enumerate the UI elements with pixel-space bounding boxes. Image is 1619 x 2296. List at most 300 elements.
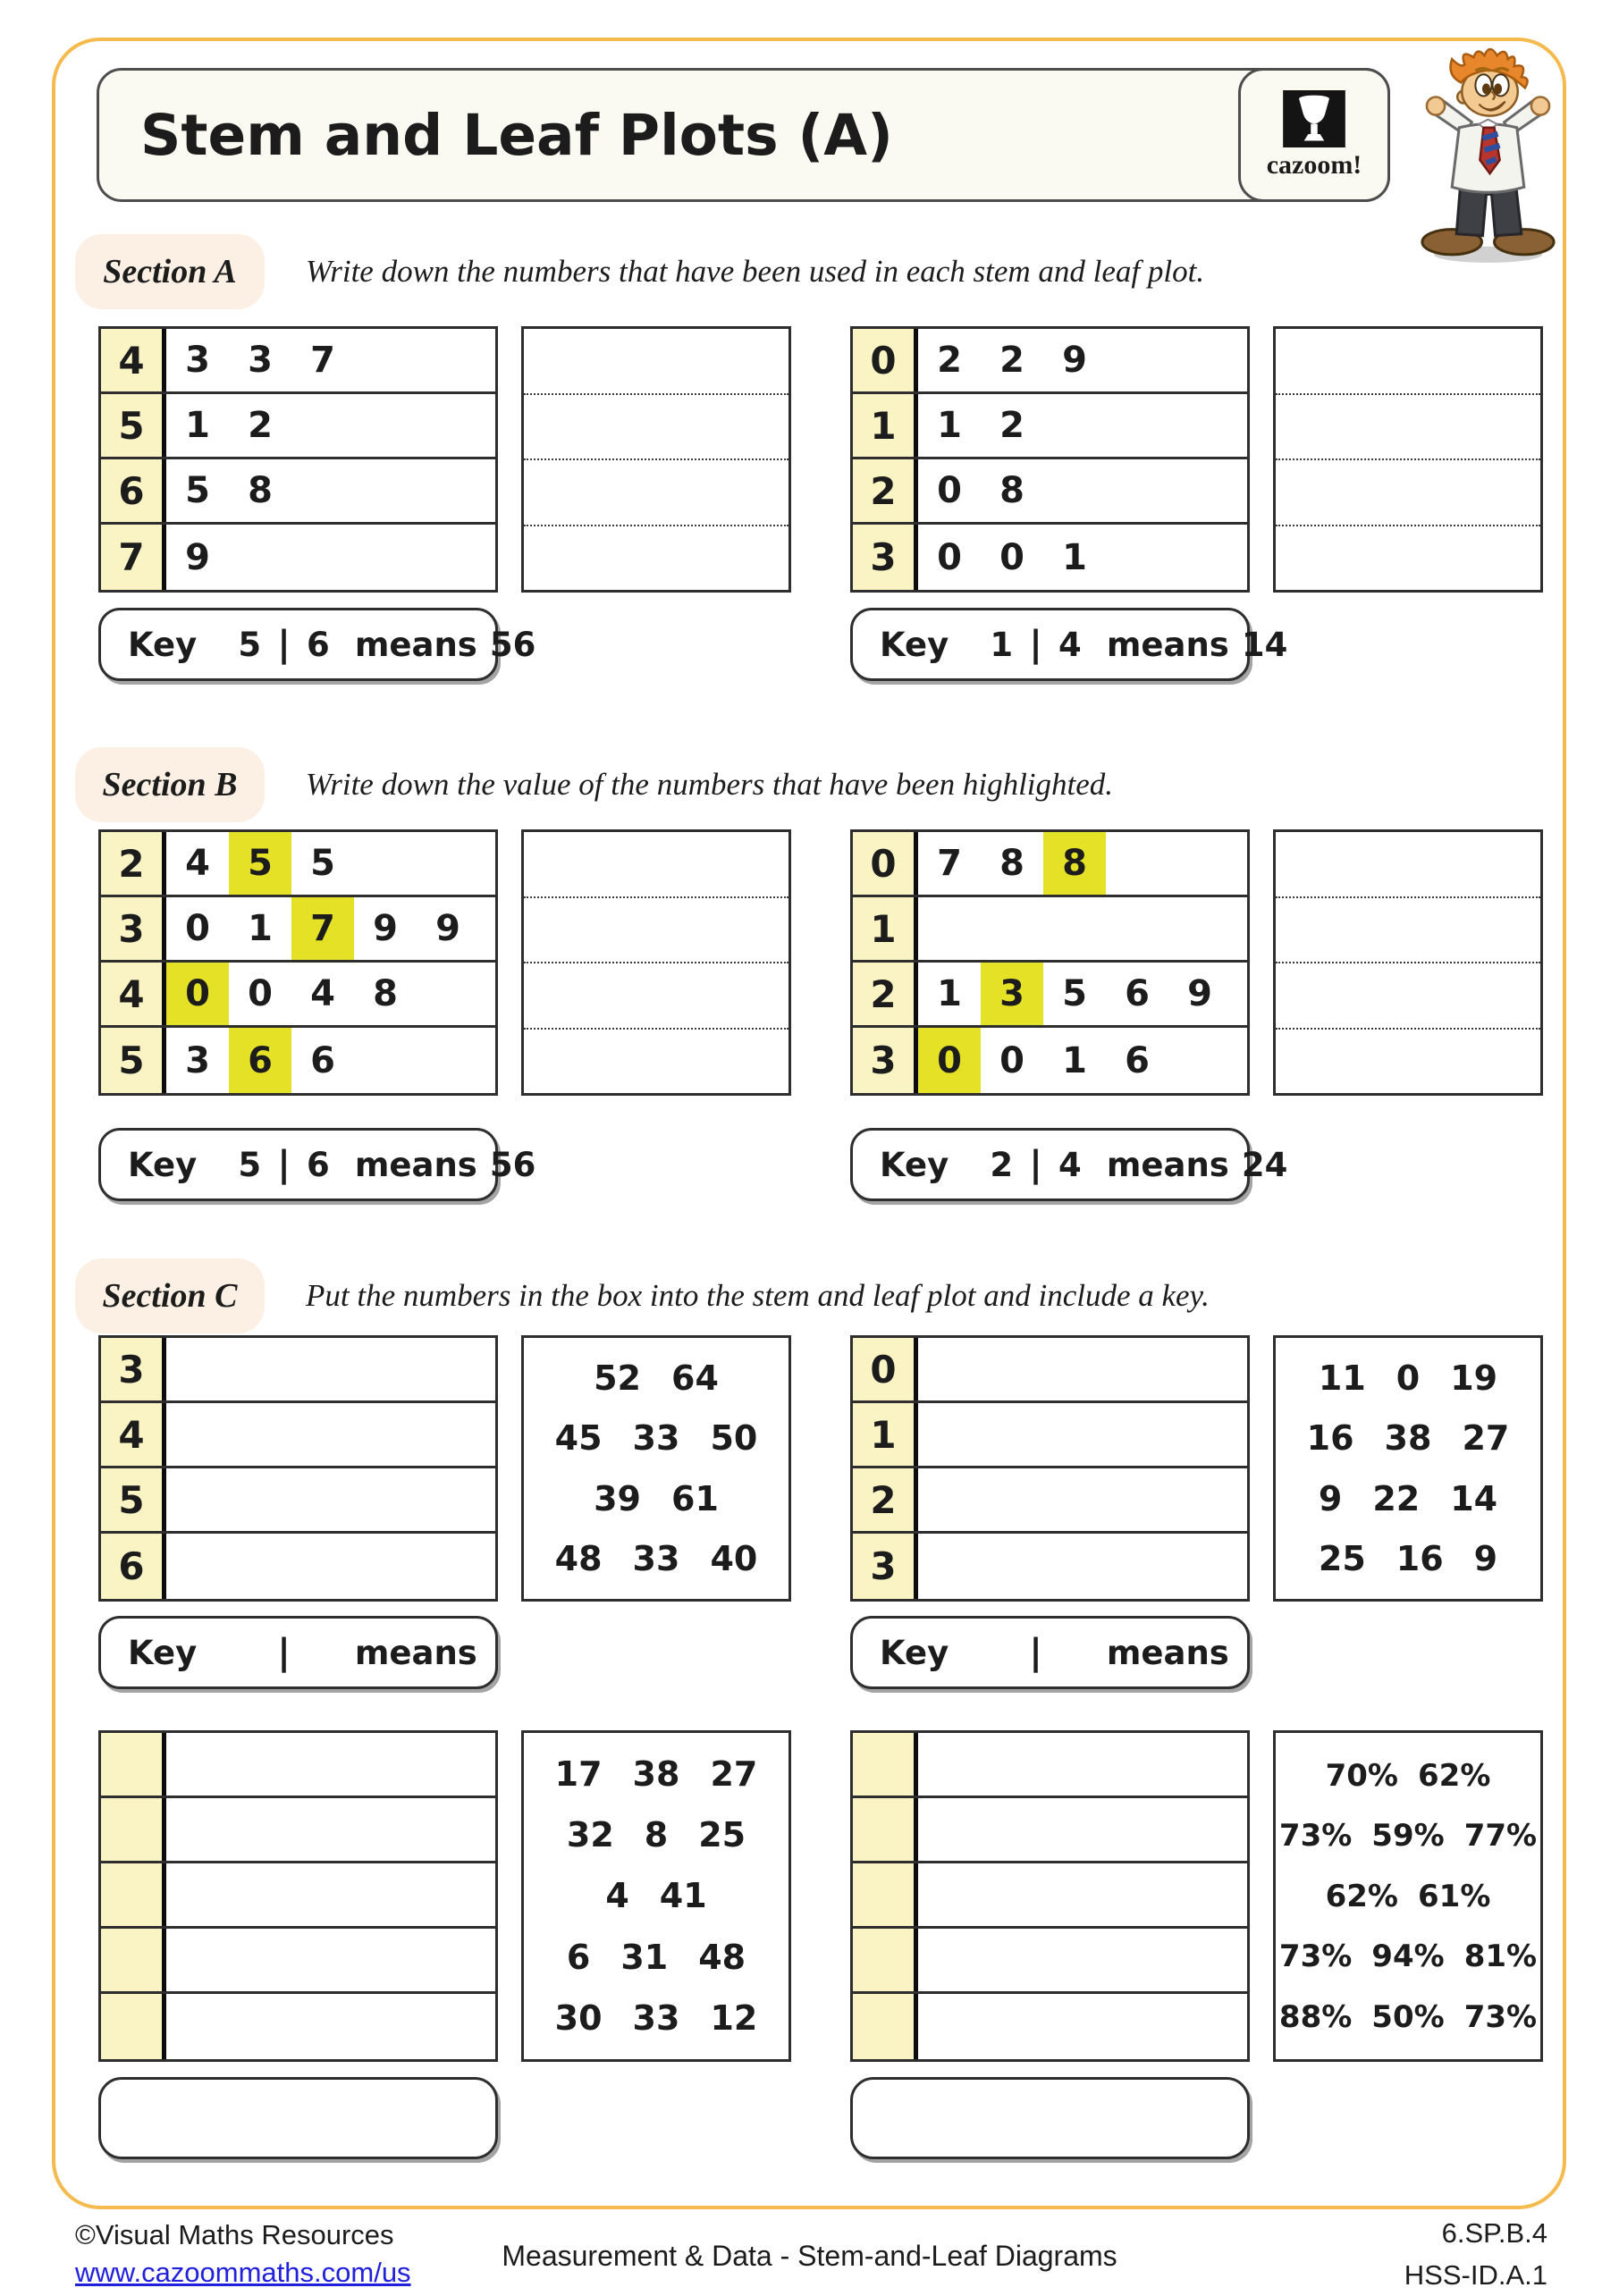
- key-box-a1: [98, 608, 498, 681]
- number-value: 9: [1474, 1539, 1497, 1578]
- stem-cell: 0: [853, 832, 918, 895]
- stem-leaf-row: [853, 459, 1247, 525]
- number-value: 16: [1396, 1539, 1444, 1578]
- number-value: 33: [633, 1418, 680, 1458]
- number-value: 19: [1450, 1358, 1497, 1398]
- stem-cell: 7: [101, 525, 166, 590]
- cazoom-logo-badge: [1238, 68, 1390, 202]
- number-value: 52: [594, 1358, 641, 1398]
- stem-leaf-plot-c3[interactable]: [98, 1730, 498, 2062]
- leaf-cell: 8: [981, 459, 1043, 522]
- number-value: 4: [605, 1876, 628, 1915]
- number-value: 88%: [1279, 1999, 1352, 2035]
- stem-cell: [101, 1733, 166, 1796]
- stem-leaf-row: [853, 1863, 1247, 1929]
- stem-leaf-row: [101, 1534, 495, 1599]
- standard-code-2: HSS-ID.A.1: [1404, 2255, 1547, 2296]
- plot-unit-c1: [98, 1335, 791, 1602]
- number-value: 17: [555, 1754, 603, 1794]
- section-b-keys-row: [98, 1128, 1619, 1201]
- plot-unit-c2: [850, 1335, 1543, 1602]
- copyright-text: ©Visual Maths Resources: [75, 2216, 411, 2254]
- stem-cell: 3: [101, 1338, 166, 1400]
- key-box-a2: [850, 608, 1250, 681]
- logo-text: cazoom!: [1267, 150, 1362, 181]
- stem-leaf-plot-a1: [98, 326, 498, 593]
- key-bar: |: [1029, 1632, 1042, 1673]
- numbers-box-c2: [1273, 1335, 1543, 1602]
- stem-leaf-plot-c4[interactable]: [850, 1730, 1250, 2062]
- stem-leaf-row: [853, 1403, 1247, 1468]
- number-value: 27: [710, 1754, 757, 1794]
- key-stem-digit: 5: [234, 1146, 265, 1184]
- numbers-row: [1319, 1358, 1497, 1398]
- stem-leaf-row: [101, 525, 495, 590]
- stem-leaf-row: [853, 832, 1247, 897]
- number-value: 8: [645, 1815, 668, 1854]
- number-value: 62%: [1326, 1879, 1398, 1914]
- answer-writing-line[interactable]: [1276, 963, 1540, 1030]
- stem-cell: 2: [853, 1468, 918, 1531]
- numbers-row: [555, 1539, 758, 1578]
- plot-unit-b1: [98, 829, 791, 1096]
- number-value: 94%: [1371, 1939, 1444, 1974]
- numbers-row: [1279, 1999, 1537, 2035]
- leaf-area: [166, 1028, 495, 1093]
- key-means-word: means: [355, 1634, 477, 1672]
- leaf-cell: 1: [918, 963, 981, 1025]
- stem-leaf-plot-a2: [850, 326, 1250, 593]
- number-value: 41: [660, 1876, 707, 1915]
- number-value: 33: [633, 1998, 680, 2038]
- stem-cell: [101, 1863, 166, 1926]
- number-value: 48: [698, 1938, 746, 1977]
- answer-writing-line[interactable]: [524, 329, 788, 395]
- key-box-c2[interactable]: [850, 1616, 1250, 1689]
- leaf-cell: 3: [166, 329, 229, 391]
- stem-leaf-row: [101, 459, 495, 525]
- answer-writing-line[interactable]: [1276, 395, 1540, 461]
- leaf-cell: 6: [291, 1028, 354, 1093]
- leaf-cell: 5: [1043, 963, 1106, 1025]
- number-value: 70%: [1326, 1758, 1398, 1794]
- stem-cell: 5: [101, 1468, 166, 1531]
- leaf-cell: 7: [918, 832, 981, 895]
- stem-cell: 4: [101, 1403, 166, 1466]
- leaf-cell-highlighted: 5: [229, 832, 291, 895]
- number-value: 73%: [1279, 1818, 1352, 1854]
- numbers-row: [1326, 1758, 1491, 1794]
- key-means-word: means: [1107, 626, 1229, 664]
- stem-cell: 4: [101, 329, 166, 391]
- leaf-cell: 5: [291, 832, 354, 895]
- stem-cell: 3: [853, 1028, 918, 1093]
- stem-leaf-row: [101, 1798, 495, 1863]
- number-value: 6: [567, 1938, 590, 1977]
- stem-cell: [853, 1733, 918, 1796]
- numbers-row: [1279, 1939, 1537, 1974]
- leaf-area: [918, 394, 1247, 457]
- answer-box-a2[interactable]: [1273, 326, 1543, 593]
- leaf-area: [166, 1798, 495, 1861]
- leaf-cell: 9: [1043, 329, 1106, 391]
- leaf-cell: 0: [981, 525, 1043, 590]
- leaf-area: [918, 1863, 1247, 1926]
- number-value: 14: [1450, 1479, 1497, 1518]
- leaf-cell-highlighted: 7: [291, 897, 354, 960]
- number-value: 27: [1462, 1418, 1509, 1458]
- stem-cell: 0: [853, 329, 918, 391]
- key-label: Key: [880, 1634, 949, 1672]
- stem-cell: 3: [101, 897, 166, 960]
- stem-leaf-row: [853, 525, 1247, 590]
- number-value: 12: [710, 1998, 757, 2038]
- plot-unit-a1: [98, 326, 791, 593]
- stem-leaf-row: [853, 1733, 1247, 1798]
- answer-writing-line[interactable]: [524, 963, 788, 1030]
- key-bar: |: [277, 1144, 291, 1185]
- leaf-area: [166, 1863, 495, 1926]
- key-means-word: means: [1107, 1634, 1229, 1672]
- number-value: 40: [710, 1539, 757, 1578]
- answer-box-b1[interactable]: [521, 829, 791, 1096]
- number-value: 25: [698, 1815, 746, 1854]
- leaf-area: [166, 963, 495, 1025]
- numbers-row: [1319, 1479, 1497, 1518]
- numbers-row: [567, 1938, 746, 1977]
- key-bar: |: [277, 624, 291, 665]
- leaf-area: [166, 459, 495, 522]
- section-b-header: [75, 747, 1619, 822]
- section-c-header: [75, 1258, 1619, 1333]
- stem-cell: 6: [101, 459, 166, 522]
- key-box-c1[interactable]: [98, 1616, 498, 1689]
- stem-leaf-row: [853, 1534, 1247, 1599]
- leaf-cell: 0: [229, 963, 291, 1025]
- answer-writing-line[interactable]: [524, 898, 788, 964]
- key-value: 56: [490, 626, 536, 664]
- stem-cell: 5: [101, 1028, 166, 1093]
- numbers-row: [1326, 1879, 1491, 1914]
- key-leaf-digit: 4: [1055, 626, 1085, 664]
- number-value: 16: [1307, 1418, 1354, 1458]
- key-label: Key: [128, 1146, 197, 1184]
- number-value: 0: [1396, 1358, 1420, 1398]
- stem-leaf-row: [853, 1994, 1247, 2059]
- leaf-cell: 1: [229, 897, 291, 960]
- leaf-area: [918, 1733, 1247, 1796]
- number-value: 11: [1319, 1358, 1366, 1398]
- leaf-cell: 8: [354, 963, 417, 1025]
- answer-writing-line[interactable]: [1276, 526, 1540, 591]
- answer-writing-line[interactable]: [1276, 832, 1540, 898]
- leaf-cell: 0: [981, 1028, 1043, 1093]
- numbers-row: [555, 1998, 758, 2038]
- key-value: 14: [1242, 626, 1288, 664]
- stem-leaf-plot-b2: [850, 829, 1250, 1096]
- numbers-row: [1279, 1818, 1537, 1854]
- numbers-row: [594, 1479, 719, 1518]
- number-value: 64: [671, 1358, 719, 1398]
- footer-standards: [1404, 2213, 1547, 2296]
- plot-unit-c4: [850, 1730, 1543, 2062]
- key-box-b2: [850, 1128, 1250, 1201]
- leaf-area: [918, 1338, 1247, 1400]
- number-value: 62%: [1418, 1758, 1490, 1794]
- section-b-instruction: Write down the value of the numbers that have been highlighted.: [306, 767, 1113, 803]
- stem-cell: 2: [101, 832, 166, 895]
- answer-writing-line[interactable]: [1276, 1030, 1540, 1094]
- leaf-area: [918, 1028, 1247, 1093]
- leaf-area: [166, 1338, 495, 1400]
- leaf-area: [918, 1994, 1247, 2059]
- number-value: 50: [710, 1418, 757, 1458]
- leaf-area: [166, 1403, 495, 1466]
- number-value: 9: [1319, 1479, 1342, 1518]
- leaf-cell-highlighted: 3: [981, 963, 1043, 1025]
- leaf-cell-highlighted: 8: [1043, 832, 1106, 895]
- leaf-area: [918, 1929, 1247, 1991]
- section-c-label: Section C: [75, 1258, 265, 1333]
- leaf-area: [918, 1468, 1247, 1531]
- number-value: 73%: [1279, 1939, 1352, 1974]
- leaf-cell: 8: [229, 459, 291, 522]
- answer-box-a1[interactable]: [521, 326, 791, 593]
- stem-cell: 5: [101, 394, 166, 457]
- leaf-area: [166, 1733, 495, 1796]
- leaf-area: [918, 897, 1247, 960]
- section-a-label: Section A: [75, 234, 265, 309]
- section-a-keys-row: [98, 608, 1619, 681]
- stem-leaf-row: [853, 1468, 1247, 1534]
- leaf-cell: 7: [291, 329, 354, 391]
- section-a-header: [75, 234, 1619, 309]
- leaf-cell: 2: [918, 329, 981, 391]
- section-b-label: Section B: [75, 747, 265, 822]
- key-box-b1: [98, 1128, 498, 1201]
- leaf-cell: 6: [1106, 1028, 1168, 1093]
- stem-leaf-row: [101, 329, 495, 394]
- stem-leaf-row: [101, 1733, 495, 1798]
- key-label: Key: [128, 626, 197, 664]
- stem-leaf-row: [101, 1338, 495, 1403]
- stem-leaf-row: [101, 1929, 495, 1994]
- leaf-area: [918, 329, 1247, 391]
- key-means-word: means: [1107, 1146, 1229, 1184]
- key-bar: |: [277, 1632, 291, 1673]
- stem-leaf-plot-c1[interactable]: [98, 1335, 498, 1602]
- leaf-cell: 1: [1043, 1028, 1106, 1093]
- stem-cell: 0: [853, 1338, 918, 1400]
- stem-leaf-row: [853, 963, 1247, 1028]
- number-value: 61%: [1418, 1879, 1490, 1914]
- stem-cell: 1: [853, 897, 918, 960]
- key-label: Key: [880, 1146, 949, 1184]
- leaf-cell: 4: [166, 832, 229, 895]
- footer-center-text: Measurement & Data - Stem-and-Leaf Diagrams: [0, 2240, 1619, 2273]
- stem-cell: 2: [853, 459, 918, 522]
- key-leaf-digit: 4: [1055, 1146, 1085, 1184]
- numbers-row: [1307, 1418, 1510, 1458]
- number-value: 73%: [1464, 1999, 1537, 2035]
- stem-cell: 1: [853, 394, 918, 457]
- number-value: 32: [567, 1815, 614, 1854]
- key-leaf-digit: 6: [303, 626, 333, 664]
- key-value: 24: [1242, 1146, 1288, 1184]
- leaf-cell: 2: [229, 394, 291, 457]
- number-value: 31: [620, 1938, 668, 1977]
- leaf-cell: 1: [918, 394, 981, 457]
- stem-leaf-row: [853, 897, 1247, 963]
- leaf-area: [166, 1929, 495, 1991]
- key-means-word: means: [355, 626, 477, 664]
- plot-unit-c3: [98, 1730, 791, 2062]
- stem-leaf-row: [101, 1468, 495, 1534]
- stem-cell: 4: [101, 963, 166, 1025]
- leaf-area: [166, 394, 495, 457]
- answer-writing-line[interactable]: [524, 395, 788, 461]
- leaf-cell: 0: [918, 525, 981, 590]
- leaf-cell: 1: [166, 394, 229, 457]
- number-value: 77%: [1464, 1818, 1537, 1854]
- numbers-box-c3: [521, 1730, 791, 2062]
- stem-cell: [853, 1994, 918, 2059]
- key-box-c3-empty[interactable]: [98, 2077, 498, 2159]
- stem-leaf-row: [101, 1994, 495, 2059]
- cazoom-goblet-icon: [1282, 90, 1346, 147]
- cazoommaths-link[interactable]: www.cazoommaths.com/us: [75, 2257, 411, 2288]
- leaf-cell: 2: [981, 329, 1043, 391]
- stem-leaf-row: [101, 897, 495, 963]
- section-c-empty-keys-row: [98, 2077, 1619, 2159]
- key-value: 56: [490, 1146, 536, 1184]
- key-label: Key: [880, 626, 949, 664]
- key-box-c4-empty[interactable]: [850, 2077, 1250, 2159]
- number-value: 30: [555, 1998, 603, 2038]
- number-value: 25: [1319, 1539, 1366, 1578]
- leaf-area: [166, 1468, 495, 1531]
- mascot-character: [1395, 45, 1582, 270]
- leaf-area: [166, 1534, 495, 1599]
- standard-code-1: 6.SP.B.4: [1404, 2213, 1547, 2255]
- key-stem-digit: 1: [986, 626, 1016, 664]
- plot-unit-b2: [850, 829, 1543, 1096]
- stem-cell: [853, 1929, 918, 1991]
- key-bar: |: [1029, 1144, 1042, 1185]
- number-value: 45: [555, 1418, 603, 1458]
- leaf-cell: 8: [981, 832, 1043, 895]
- key-means-word: means: [355, 1146, 477, 1184]
- answer-writing-line[interactable]: [1276, 460, 1540, 526]
- number-value: 33: [633, 1539, 680, 1578]
- stem-cell: 6: [101, 1534, 166, 1599]
- leaf-area: [918, 1798, 1247, 1861]
- number-value: 59%: [1371, 1818, 1444, 1854]
- leaf-area: [166, 329, 495, 391]
- stem-leaf-plot-c2[interactable]: [850, 1335, 1250, 1602]
- section-c-row2: [98, 1730, 1619, 2062]
- number-value: 38: [633, 1754, 680, 1794]
- stem-leaf-row: [101, 1403, 495, 1468]
- stem-cell: 2: [853, 963, 918, 1025]
- stem-cell: [853, 1798, 918, 1861]
- leaf-area: [166, 897, 495, 960]
- answer-writing-line[interactable]: [524, 1030, 788, 1094]
- numbers-row: [594, 1358, 719, 1398]
- page-title: Stem and Leaf Plots (A): [140, 103, 893, 168]
- numbers-box-c1: [521, 1335, 791, 1602]
- leaf-cell: 3: [229, 329, 291, 391]
- leaf-cell: 1: [1043, 525, 1106, 590]
- section-b-plots-row: [98, 829, 1619, 1096]
- section-c-keys-row: [98, 1616, 1619, 1689]
- leaf-area: [166, 1994, 495, 2059]
- stem-leaf-row: [101, 1028, 495, 1093]
- stem-leaf-row: [853, 1929, 1247, 1994]
- key-stem-digit: 2: [986, 1146, 1016, 1184]
- number-value: 81%: [1464, 1939, 1537, 1974]
- leaf-cell: 0: [918, 459, 981, 522]
- answer-writing-line[interactable]: [524, 526, 788, 591]
- section-c-instruction: Put the numbers in the box into the stem and leaf plot and include a key.: [306, 1278, 1210, 1314]
- leaf-cell: 6: [1106, 963, 1168, 1025]
- stem-leaf-row: [853, 329, 1247, 394]
- leaf-cell: 0: [166, 897, 229, 960]
- stem-leaf-row: [853, 1338, 1247, 1403]
- leaf-cell: 3: [166, 1028, 229, 1093]
- stem-leaf-row: [853, 1798, 1247, 1863]
- title-box: [97, 68, 1390, 202]
- leaf-area: [918, 525, 1247, 590]
- stem-leaf-row: [101, 963, 495, 1028]
- number-value: 39: [594, 1479, 641, 1518]
- section-a-plots-row: [98, 326, 1619, 593]
- key-label: Key: [128, 1634, 197, 1672]
- key-bar: |: [1029, 624, 1042, 665]
- section-c-row1: [98, 1335, 1619, 1602]
- plot-unit-a2: [850, 326, 1543, 593]
- stem-leaf-row: [101, 394, 495, 459]
- number-value: 38: [1385, 1418, 1432, 1458]
- stem-cell: [853, 1863, 918, 1926]
- leaf-area: [918, 1534, 1247, 1599]
- numbers-row: [605, 1876, 706, 1915]
- leaf-cell: 9: [417, 897, 479, 960]
- leaf-cell: 9: [354, 897, 417, 960]
- leaf-area: [166, 832, 495, 895]
- leaf-cell: 2: [981, 394, 1043, 457]
- stem-leaf-row: [853, 1028, 1247, 1093]
- answer-writing-line[interactable]: [1276, 898, 1540, 964]
- answer-writing-line[interactable]: [1276, 329, 1540, 395]
- answer-writing-line[interactable]: [524, 832, 788, 898]
- key-leaf-digit: 6: [303, 1146, 333, 1184]
- leaf-cell: 9: [1168, 963, 1231, 1025]
- numbers-row: [1319, 1539, 1497, 1578]
- stem-leaf-row: [853, 394, 1247, 459]
- leaf-cell-highlighted: 6: [229, 1028, 291, 1093]
- leaf-cell: 9: [166, 525, 229, 590]
- leaf-cell-highlighted: 0: [918, 1028, 981, 1093]
- stem-cell: 3: [853, 525, 918, 590]
- leaf-area: [918, 459, 1247, 522]
- leaf-cell: 4: [291, 963, 354, 1025]
- stem-cell: [101, 1929, 166, 1991]
- answer-box-b2[interactable]: [1273, 829, 1543, 1096]
- numbers-row: [567, 1815, 746, 1854]
- section-a-instruction: Write down the numbers that have been used in each stem and leaf plot.: [306, 254, 1204, 290]
- answer-writing-line[interactable]: [524, 460, 788, 526]
